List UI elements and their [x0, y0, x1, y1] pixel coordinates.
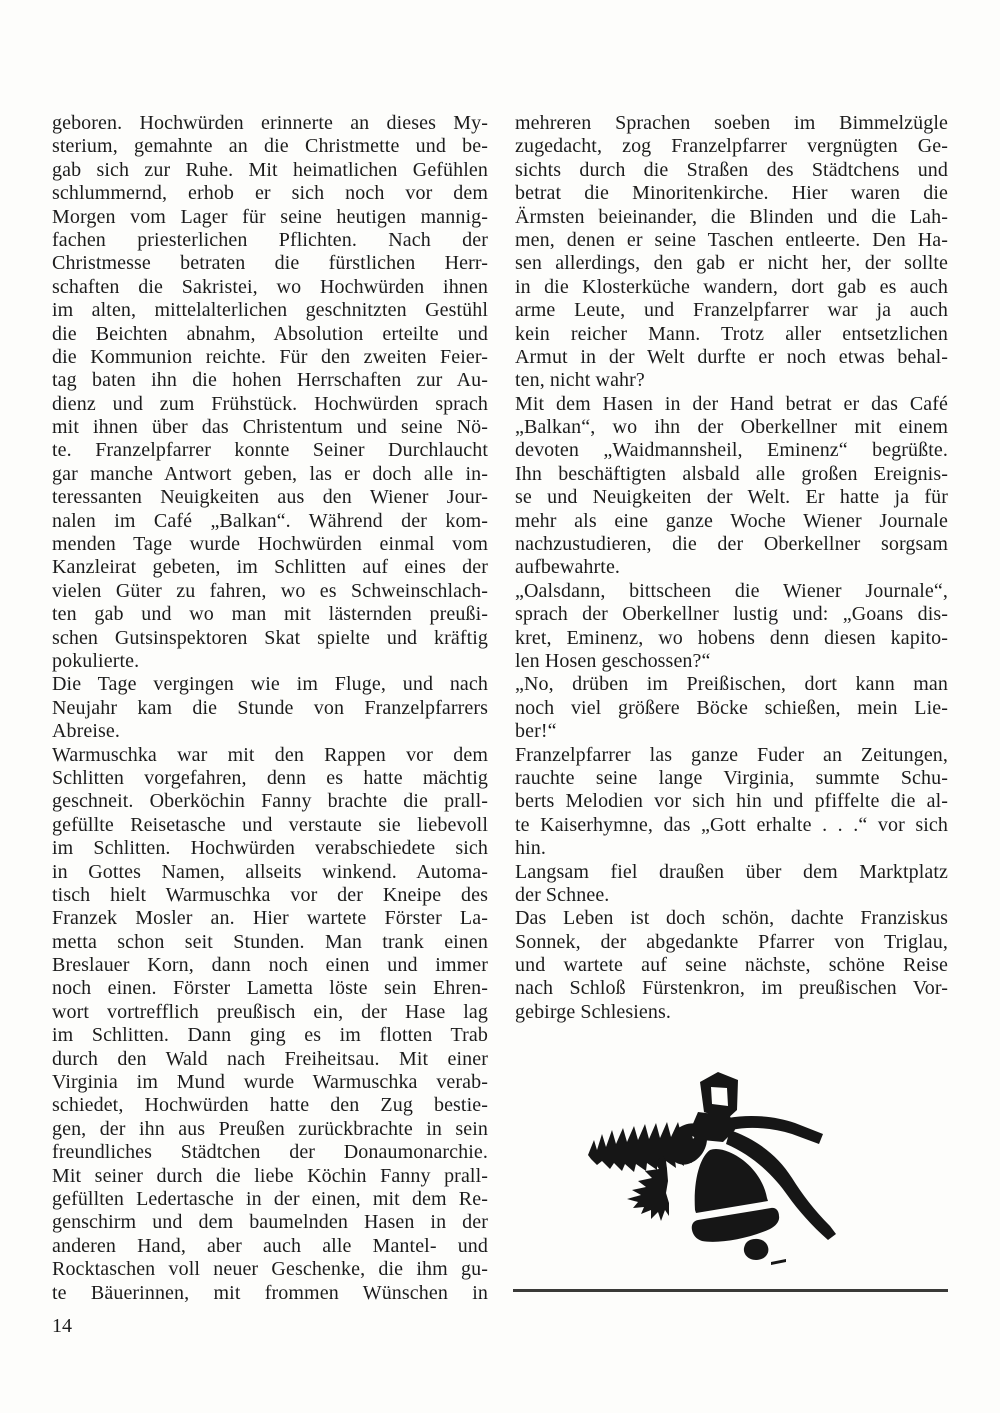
text-line: mehreren Sprachen soeben im Bimmelzügle: [515, 112, 948, 134]
text-line: sen allerdings, den gab er nicht her, der sollte: [515, 252, 948, 275]
text-line: metta schon seit Stunden. Man trank einen: [52, 930, 488, 953]
text-line: „Oalsdann, bittscheen die Wiener Journale“,: [515, 579, 948, 602]
text-line: schiedet, Hochwürden hatte den Zug bestie-: [52, 1094, 488, 1117]
text-line: im Schlitten. Hochwürden verabschiedete sich: [52, 837, 488, 860]
text-line: tag baten ihn die hohen Herrschaften zur Au-: [52, 369, 488, 392]
text-line: der Schnee.: [515, 883, 610, 906]
text-line: te Bäuerinnen, mit frommen Wünschen in: [52, 1281, 488, 1304]
text-line: und wartete auf seine nächste, schöne Reise: [515, 954, 948, 977]
left-text-column: [52, 112, 488, 1305]
text-line: se und Neuigkeiten der Welt. Er hatte ja für: [515, 486, 948, 509]
text-line: im Schlitten. Dann ging es im flotten Trab: [52, 1024, 488, 1047]
text-line: devoten „Waidmannsheil, Eminenz“ begrüßte.: [515, 439, 948, 462]
text-line: kein reicher Mann. Trotz aller entsetzlichen: [515, 322, 948, 345]
text-line: te. Franzelpfarrer konnte Seiner Durchlaucht: [52, 439, 488, 462]
text-line: te Kaiserhymne, das „Gott erhalte . . .“ vor sich: [515, 813, 948, 836]
text-line: Ihn beschäftigten alsbald alle großen Ereignis-: [515, 462, 948, 485]
text-line: noch einen. Förster Lametta löste sein Ehren-: [52, 977, 488, 1000]
text-line: Breslauer Korn, dann noch einen und immer: [52, 954, 488, 977]
text-line: Franzelpfarrer las ganze Fuder an Zeitungen,: [515, 743, 948, 766]
text-line: Schlitten vorgefahren, denn es hatte mächtig: [52, 766, 488, 789]
text-line: Mit seiner durch die liebe Köchin Fanny prall-: [52, 1164, 488, 1187]
text-line: Rocktaschen voll neuer Geschenke, die ihm gu-: [52, 1258, 488, 1281]
text-line: kret, Eminenz, wo hobens denn diesen kapito-: [515, 626, 948, 649]
text-line: Warmuschka war mit den Rappen vor dem: [52, 743, 488, 766]
text-line: mehr als eine ganze Woche Wiener Journale: [515, 509, 948, 532]
text-line: gefüllten Ledertasche in der einen, mit dem Re-: [52, 1187, 488, 1210]
text-line: Morgen vom Lager für seine heutigen mannig-: [52, 205, 488, 228]
text-line: dienz und zum Frühstück. Hochwürden sprach: [52, 392, 488, 415]
text-line: Das Leben ist doch schön, dachte Franziskus: [515, 907, 948, 930]
text-line: in Gottes Namen, allseits winkend. Automa-: [52, 860, 488, 883]
text-line: fachen priesterlichen Pflichten. Nach der: [52, 228, 488, 251]
text-line: gebirge Schlesiens.: [515, 1000, 671, 1023]
text-line: sprach der Oberkellner lustig und: „Goans dis-: [515, 603, 948, 626]
text-line: Mit dem Hasen in der Hand betrat er das Café: [515, 392, 948, 415]
text-line: schen Gutsinspektoren Skat spielte und kräftig: [52, 626, 488, 649]
text-line: schaften die Sakristei, wo Hochwürden ihnen: [52, 275, 488, 298]
text-line: gen, der ihn aus Preußen zurückbrachte in sein: [52, 1117, 488, 1140]
text-line: men, denen er seine Taschen entleerte. Den Ha-: [515, 228, 948, 251]
text-line: vielen Güter zu fahren, wo es Schweinschlach-: [52, 579, 488, 602]
text-line: rauchte seine lange Virginia, summte Schu-: [515, 766, 948, 789]
text-line: gab sich zur Ruhe. Mit heimatlichen Gefühlen: [52, 158, 488, 181]
footer-divider-line: [513, 1289, 948, 1292]
text-line: in die Klosterküche wandern, dort gab es auch: [515, 275, 948, 298]
text-line: Armut in der Welt durfte er noch etwas behal-: [515, 345, 948, 368]
text-line: wort vortrefflich preußisch ein, der Hase lag: [52, 1000, 488, 1023]
text-line: anderen Hand, aber auch alle Mantel- und: [52, 1234, 488, 1257]
text-line: Neujahr kam die Stunde von Franzelpfarrers: [52, 696, 488, 719]
text-line: gefüllte Reisetasche und verstaute sie liebevoll: [52, 813, 488, 836]
text-line: nalen im Café „Balkan“. Während der kom-: [52, 509, 488, 532]
text-line: aufbewahrte.: [515, 556, 621, 579]
text-line: „Balkan“, wo ihn der Oberkellner mit einem: [515, 416, 948, 439]
right-text-column: [515, 112, 948, 1024]
page-number: 14: [52, 1315, 72, 1337]
text-line: Sonnek, der abgedankte Pfarrer von Triglau,: [515, 930, 948, 953]
text-line: „No, drüben im Preißischen, dort kann man: [515, 673, 948, 696]
text-line: Die Tage vergingen wie im Fluge, und nach: [52, 673, 488, 696]
text-line: schlummernd, erhob er sich noch vor dem: [52, 182, 488, 205]
text-line: Virginia im Mund wurde Warmuschka verab-: [52, 1071, 488, 1094]
text-line: geschneit. Oberköchin Fanny brachte die prall-: [52, 790, 488, 813]
text-line: genschirm und dem baumelnden Hasen in der: [52, 1211, 488, 1234]
text-line: zugedacht, zog Franzelpfarrer vergnügten Ge-: [515, 135, 948, 158]
text-line: Abreise.: [52, 720, 120, 743]
text-line: ten, nicht wahr?: [515, 369, 645, 392]
text-line: berts Melodien vor sich hin und pfiffelte die al-: [515, 790, 948, 813]
text-line: noch viel größere Böcke schießen, mein Lie-: [515, 696, 948, 719]
text-line: die Beichten abnahm, Absolution erteilte und: [52, 322, 488, 345]
text-line: hin.: [515, 837, 546, 860]
text-line: ber!“: [515, 720, 557, 743]
text-line: ten gab und wo man mit lästernden preußi-: [52, 603, 488, 626]
text-line: freundliches Städtchen der Donaumonarchie.: [52, 1141, 488, 1164]
text-line: tisch hielt Warmuschka vor der Kneipe des: [52, 883, 488, 906]
text-line: im alten, mittelalterlichen geschnitzten Gestühl: [52, 299, 488, 322]
text-line: Langsam fiel draußen über dem Marktplatz: [515, 860, 948, 883]
text-line: arme Leute, und Franzelpfarrer war ja auch: [515, 299, 948, 322]
text-line: nachzustudieren, die der Oberkellner sorgsam: [515, 533, 948, 556]
text-line: mit ihnen über das Christentum und seine Nö-: [52, 416, 488, 439]
text-line: nach Schloß Fürstenkron, im preußischen Vor-: [515, 977, 948, 1000]
text-line: len Hosen geschossen?“: [515, 649, 711, 672]
text-line: menden Tage wurde Hochwürden einmal vom: [52, 533, 488, 556]
text-line: betrat die Minoritenkirche. Hier waren die: [515, 182, 948, 205]
text-line: Ärmsten beieinander, die Blinden und die Lah-: [515, 205, 948, 228]
text-line: geboren. Hochwürden erinnerte an dieses My-: [52, 112, 488, 134]
text-line: sichts durch die Straßen des Städtchens und: [515, 158, 948, 181]
bell-bow-fir-illustration-icon: [580, 1060, 860, 1270]
text-line: Christmesse betraten die fürstlichen Herr-: [52, 252, 488, 275]
text-line: durch den Wald nach Freiheitsau. Mit einer: [52, 1047, 488, 1070]
text-line: teressanten Neuigkeiten aus den Wiener Jour-: [52, 486, 488, 509]
text-line: Franzek Mosler an. Hier wartete Förster La-: [52, 907, 488, 930]
text-line: Kanzleirat gebeten, im Schlitten auf eines der: [52, 556, 488, 579]
text-line: die Kommunion reichte. Für den zweiten Feier-: [52, 345, 488, 368]
text-line: gar manche Antwort geben, las er doch alle in-: [52, 462, 488, 485]
text-line: sterium, gemahnte an die Christmette und be-: [52, 135, 488, 158]
text-line: pokulierte.: [52, 649, 140, 672]
